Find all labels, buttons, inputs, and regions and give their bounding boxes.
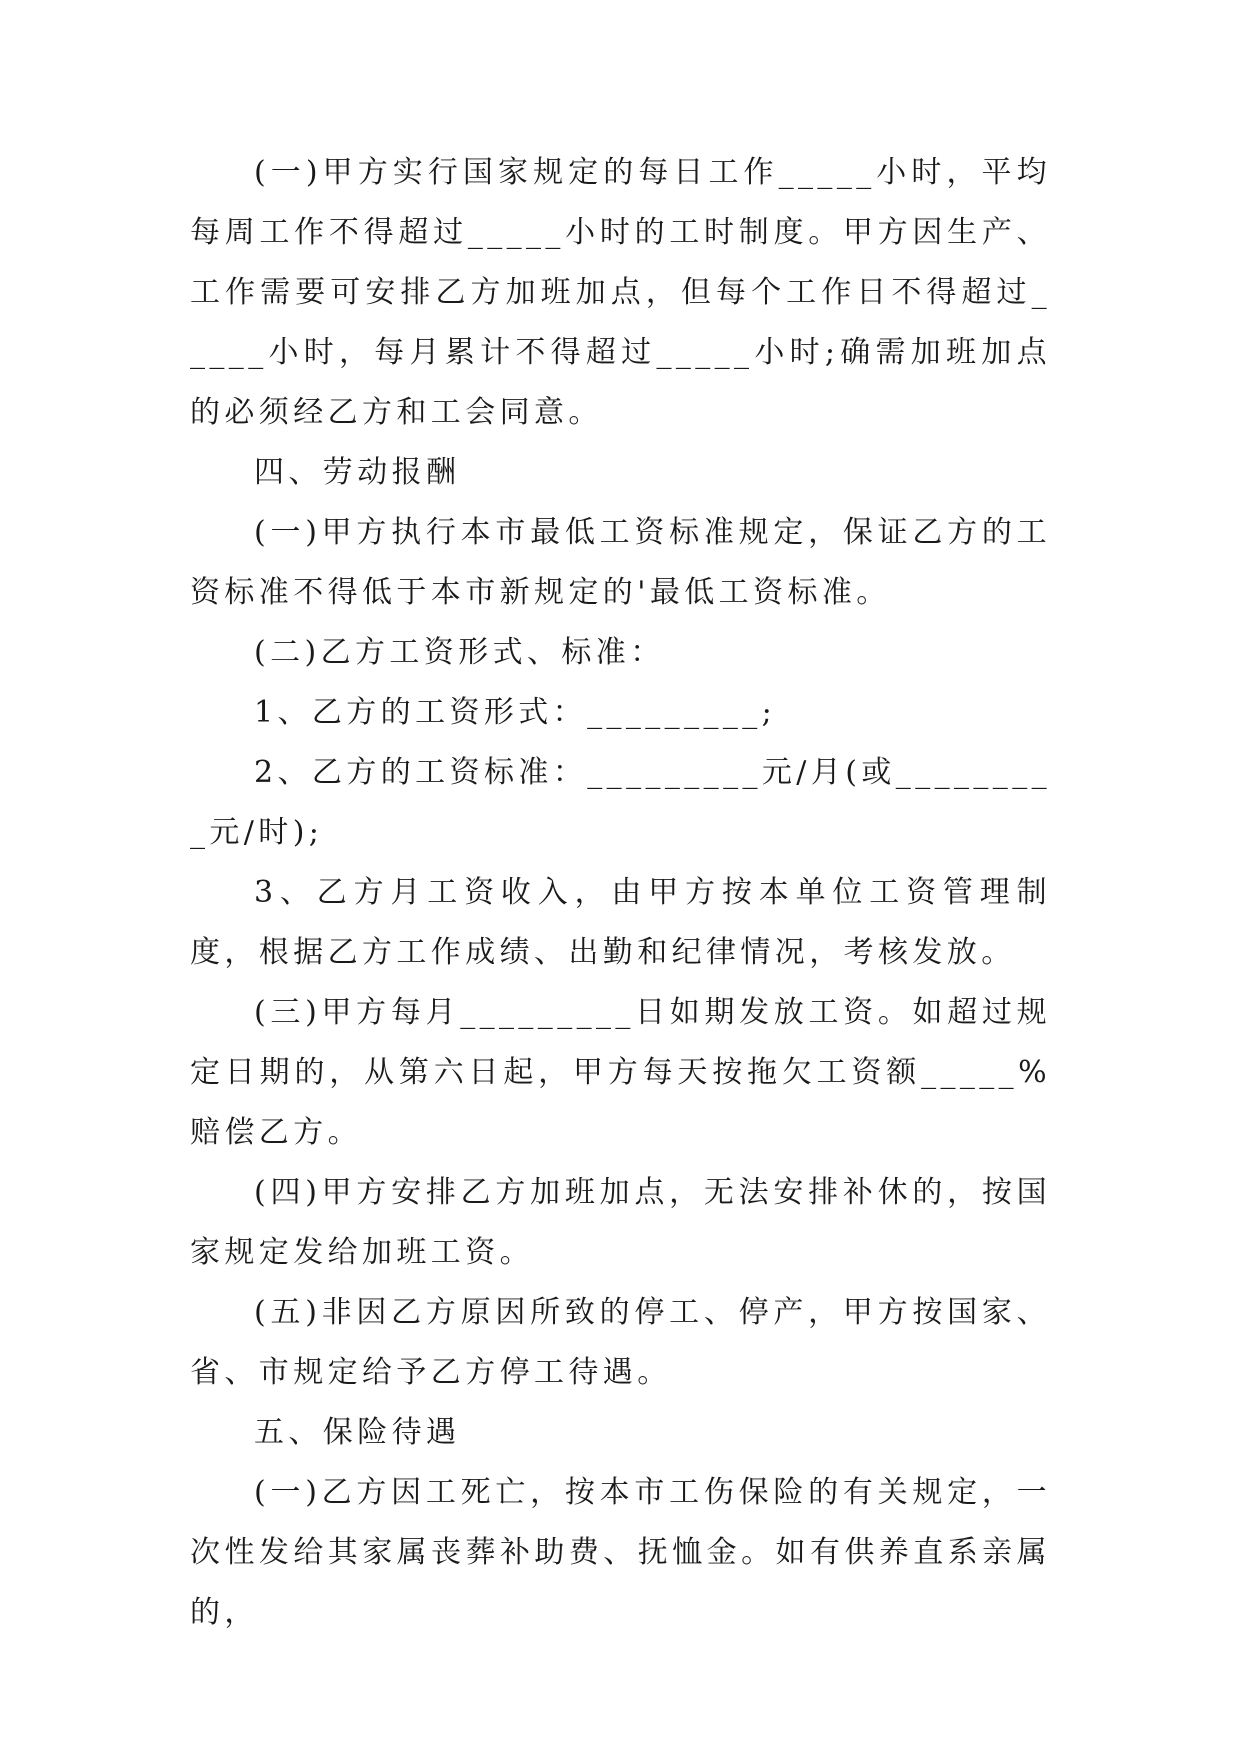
paragraph-overtime-pay: (四)甲方安排乙方加班加点，无法安排补休的，按国家规定发给加班工资。 (190, 1175, 1051, 1270)
heading-labor-remuneration: 四、劳动报酬 (254, 455, 461, 490)
paragraph-monthly-income: 3、乙方月工资收入，由甲方按本单位工资管理制度，根据乙方工作成绩、出勤和纪律情况，考核发放。 (190, 875, 1051, 970)
paragraph-payment-date: (三)甲方每月_________日如期发放工资。如超过规定日期的，从第六日起，甲方每天按拖欠工资额_____%赔偿乙方。 (190, 995, 1051, 1150)
paragraph-wage-form-standard: (二)乙方工资形式、标准： (254, 635, 665, 670)
document-body (190, 143, 1051, 1643)
paragraph-minimum-wage: (一)甲方执行本市最低工资标准规定，保证乙方的工资标准不得低于本市新规定的'最低工资标准。 (190, 515, 1051, 610)
paragraph-wage-standard: 2、乙方的工资标准：_________元/月(或_________元/时); (190, 755, 1051, 850)
paragraph-working-hours: (一)甲方实行国家规定的每日工作_____小时，平均每周工作不得超过_____小时的工时制度。甲方因生产、工作需要可安排乙方加班加点，但每个工作日不得超过_____小时，每月累计不得超过_____小时;确需加班加点的必须经乙方和工会同意。 (190, 155, 1051, 430)
paragraph-work-stoppage: (五)非因乙方原因所致的停工、停产，甲方按国家、省、市规定给予乙方停工待遇。 (190, 1295, 1051, 1390)
paragraph-work-death: (一)乙方因工死亡，按本市工伤保险的有关规定，一次性发给其家属丧葬补助费、抚恤金。如有供养直系亲属的， (190, 1475, 1051, 1630)
paragraph-wage-form: 1、乙方的工资形式：_________; (254, 695, 777, 730)
heading-insurance-benefits: 五、保险待遇 (254, 1415, 461, 1450)
